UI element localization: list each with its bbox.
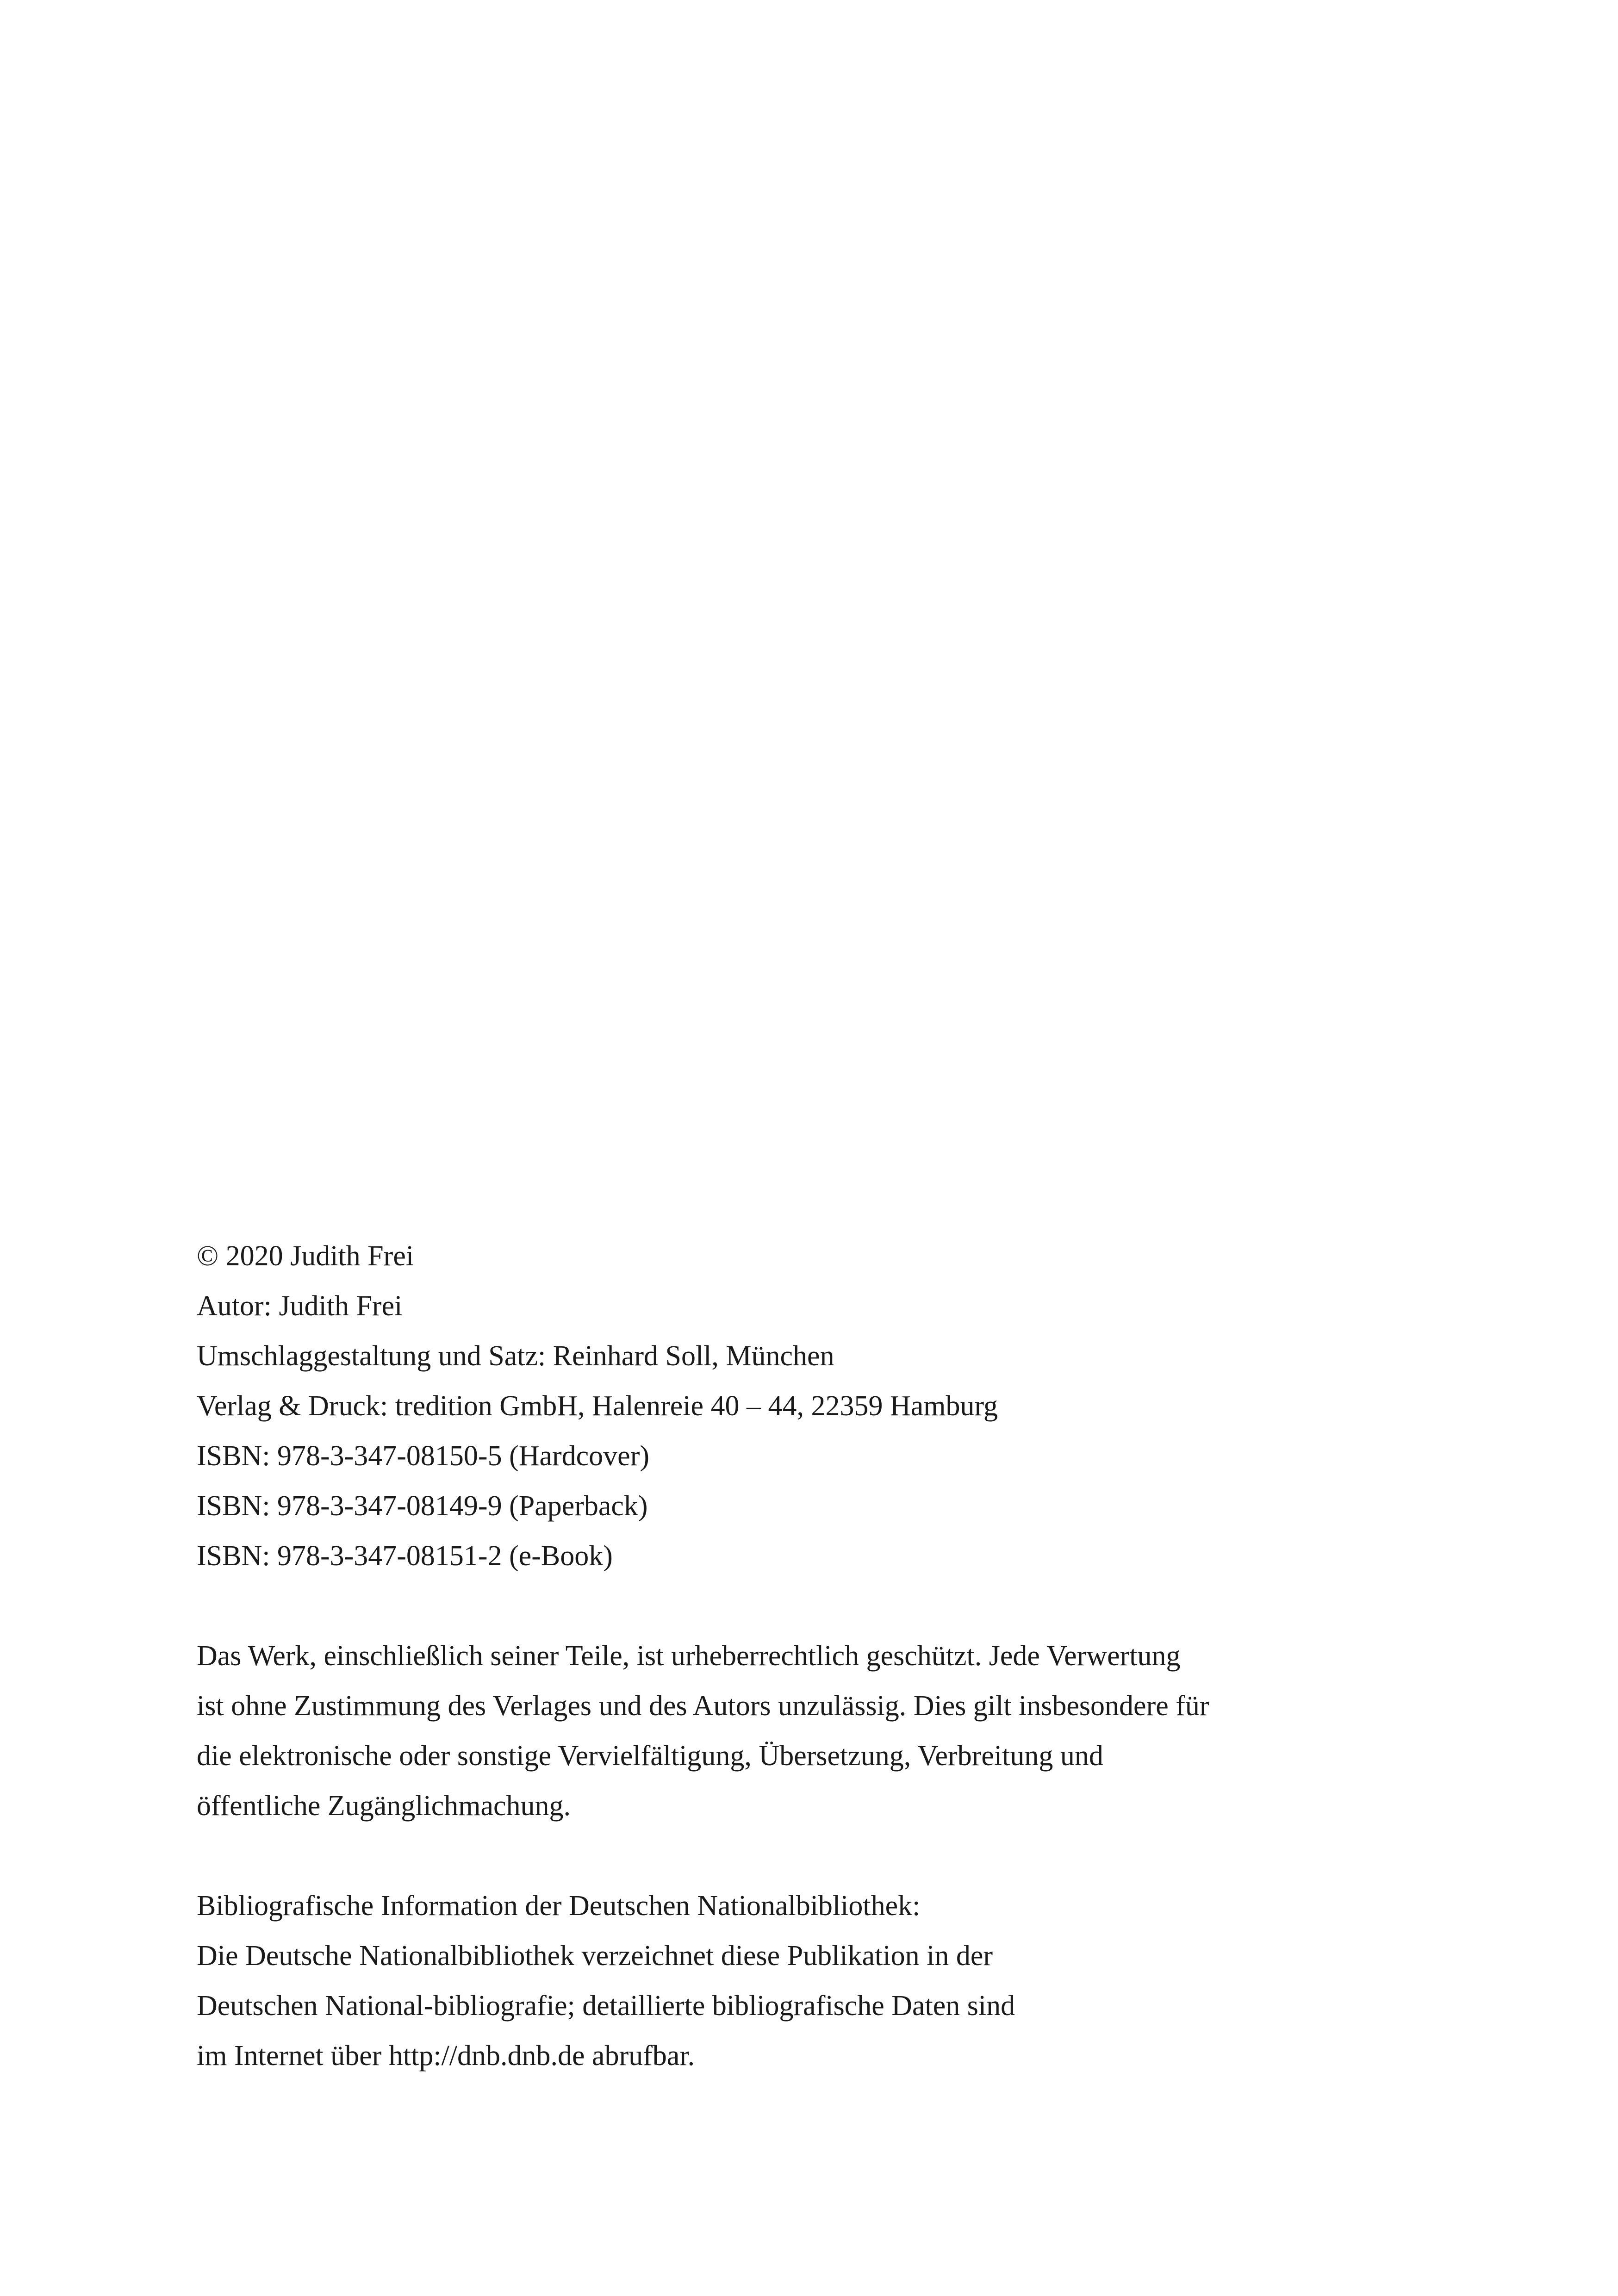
copyright-notice-block — [197, 1631, 1446, 1831]
cover-design-line: Umschlaggestaltung und Satz: Reinhard Soll, München — [197, 1340, 834, 1372]
bibliographic-info-block — [197, 1881, 1446, 2081]
imprint-page — [197, 1231, 1446, 2081]
isbn-hardcover-line: ISBN: 978-3-347-08150-5 (Hardcover) — [197, 1440, 649, 1472]
bibliographic-info-line: Die Deutsche Nationalbibliothek verzeichnet diese Publikation in der — [197, 1940, 993, 1972]
copyright-notice-line: ist ohne Zustimmung des Verlages und des Autors unzulässig. Dies gilt insbesondere für — [197, 1690, 1209, 1722]
author-line: Autor: Judith Frei — [197, 1290, 403, 1322]
credits-block — [197, 1231, 1446, 1581]
isbn-ebook-line: ISBN: 978-3-347-08151-2 (e-Book) — [197, 1540, 613, 1572]
isbn-paperback-line: ISBN: 978-3-347-08149-9 (Paperback) — [197, 1490, 648, 1522]
bibliographic-info-url-line: im Internet über http://dnb.dnb.de abrufbar. — [197, 2040, 695, 2072]
copyright-notice-line: die elektronische oder sonstige Vervielfältigung, Übersetzung, Verbreitung und — [197, 1740, 1103, 1772]
copyright-notice-line: öffentliche Zugänglichmachung. — [197, 1790, 571, 1822]
bibliographic-info-line: Deutschen National-bibliografie; detaillierte bibliografische Daten sind — [197, 1990, 1015, 2022]
publisher-line: Verlag & Druck: tredition GmbH, Halenreie 40 – 44, 22359 Hamburg — [197, 1390, 998, 1422]
copyright-line: © 2020 Judith Frei — [197, 1240, 414, 1272]
bibliographic-info-heading: Bibliografische Information der Deutschen Nationalbibliothek: — [197, 1890, 921, 1922]
copyright-notice-line: Das Werk, einschließlich seiner Teile, ist urheberrechtlich geschützt. Jede Verwertung — [197, 1640, 1181, 1672]
